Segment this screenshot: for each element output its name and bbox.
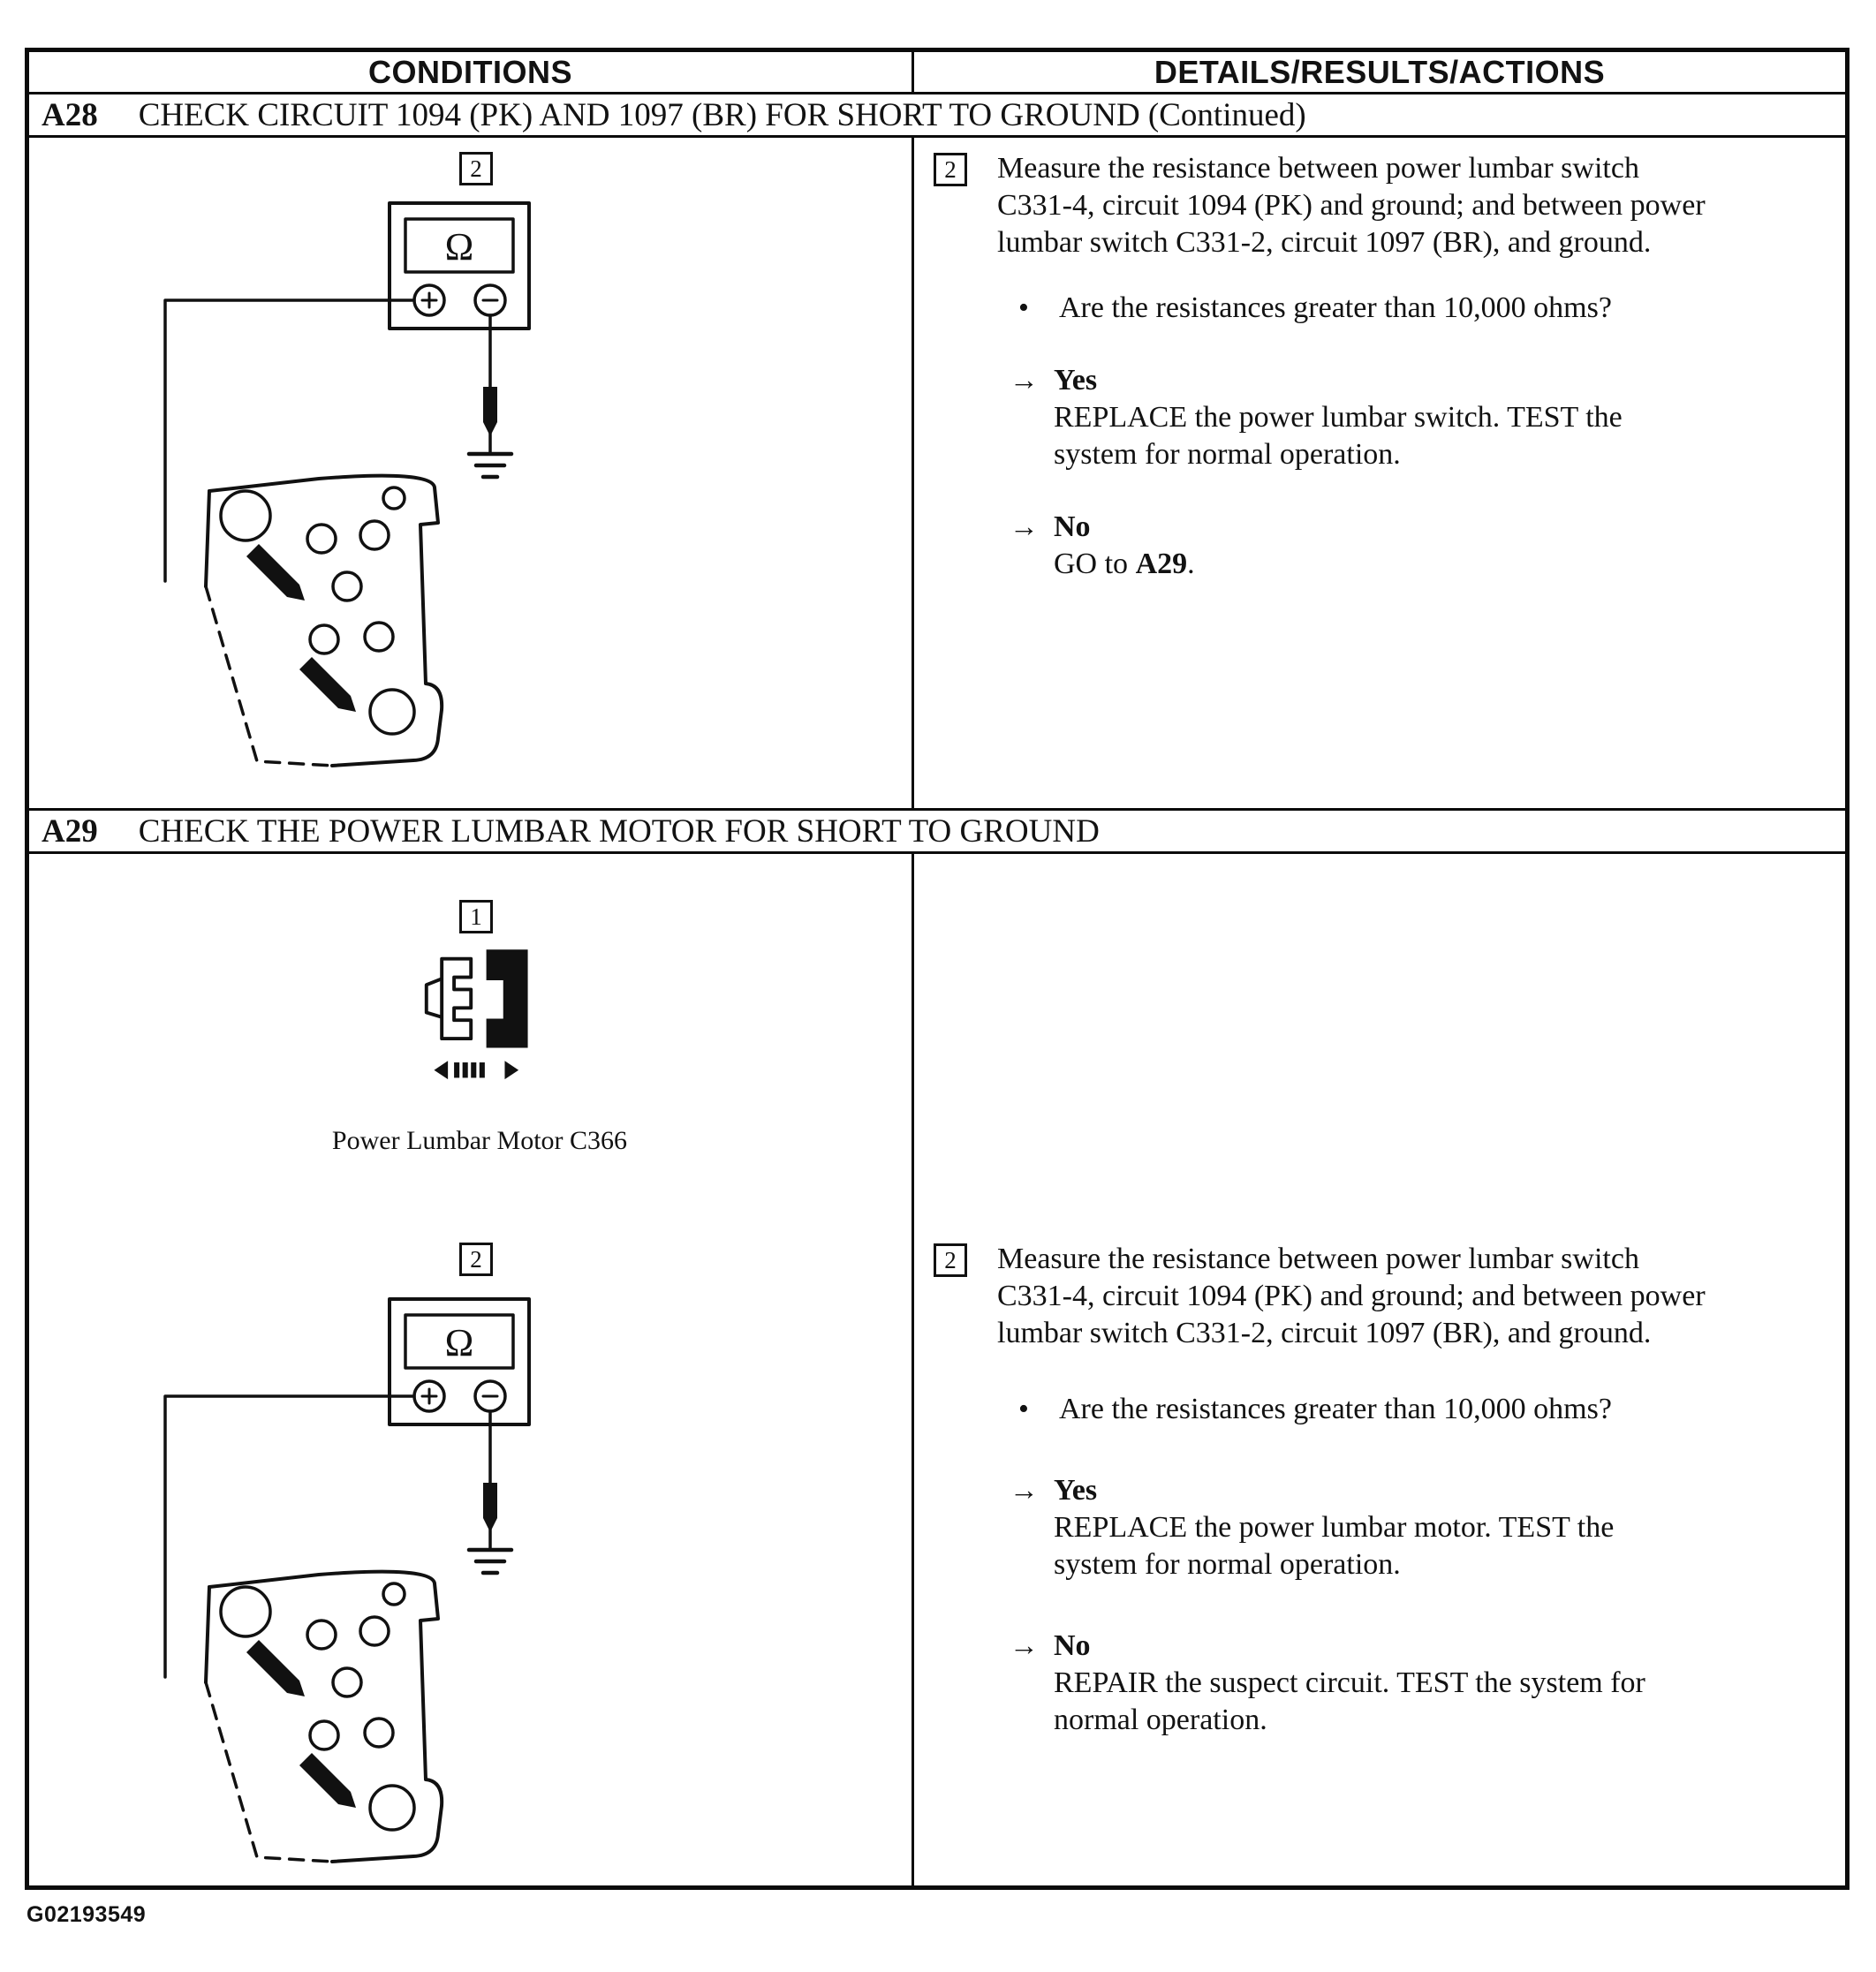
multimeter-diagram	[125, 1283, 637, 1866]
a28-step-row	[934, 150, 1820, 261]
a28-no-action-suffix: .	[1187, 548, 1195, 580]
a29-details-cell	[914, 854, 1845, 1885]
table-header-row	[29, 52, 1845, 94]
a29-no-action: REPAIR the suspect circuit. TEST the system for normal operation.	[1054, 1666, 1645, 1736]
a28-step-number-box: 2	[934, 153, 967, 186]
section-a28-title-row	[29, 94, 1845, 138]
a29-yes-decision	[1010, 1472, 1820, 1583]
a29-figure1-caption: Power Lumbar Motor C366	[331, 1126, 628, 1155]
a29-yes-action: REPLACE the power lumbar motor. TEST the system for normal operation.	[1054, 1511, 1615, 1581]
a29-yes-label: Yes	[1054, 1474, 1098, 1507]
bullet-icon: •	[1018, 291, 1029, 324]
a29-no-decision	[1010, 1628, 1820, 1739]
a28-question-row	[1018, 290, 1820, 327]
pinpoint-test-table	[25, 48, 1850, 1890]
a29-instruction-text: Measure the resistance between power lumbar switch C331-4, circuit 1094 (PK) and ground; and between power lumbar switch C331-2, circuit 1097 (BR), and ground.	[997, 1243, 1706, 1349]
a29-figure2-step-box: 2	[459, 1243, 493, 1276]
a28-conditions-cell	[29, 138, 914, 808]
section-a29-title: CHECK THE POWER LUMBAR MOTOR FOR SHORT TO GROUND	[138, 812, 1100, 850]
multimeter-diagram	[125, 187, 637, 770]
conditions-column-header: CONDITIONS	[29, 52, 914, 92]
a28-question-text: Are the resistances greater than 10,000 ohms?	[1059, 291, 1612, 324]
a28-no-label: No	[1054, 510, 1091, 543]
bullet-icon: •	[1018, 1393, 1029, 1425]
a28-yes-action: REPLACE the power lumbar switch. TEST the system for normal operation.	[1054, 401, 1623, 471]
a28-figure-step-box: 2	[459, 152, 493, 185]
a28-instruction-text: Measure the resistance between power lumbar switch C331-4, circuit 1094 (PK) and ground; and between power lumbar switch C331-2, circuit 1097 (BR), and ground.	[997, 152, 1706, 259]
section-a28-content-row	[29, 138, 1845, 811]
a28-yes-label: Yes	[1054, 364, 1098, 397]
arrow-icon: →	[1010, 365, 1039, 397]
power-lumbar-motor-connector-diagram	[396, 939, 572, 1092]
a29-figure1-step-box: 1	[459, 900, 493, 933]
a28-no-action-prefix: GO to	[1054, 548, 1136, 580]
a29-conditions-cell	[29, 854, 914, 1885]
a29-step-number-box: 2	[934, 1243, 967, 1277]
a28-details-cell	[914, 138, 1845, 808]
section-a28-title: CHECK CIRCUIT 1094 (PK) AND 1097 (BR) FOR SHORT TO GROUND (Continued)	[138, 96, 1306, 133]
details-column-header: DETAILS/RESULTS/ACTIONS	[1154, 53, 1606, 90]
a28-no-action	[1054, 546, 1195, 583]
section-a29-title-row	[29, 811, 1845, 854]
a28-no-action-ref: A29	[1135, 548, 1188, 580]
a28-yes-decision	[1010, 362, 1820, 473]
arrow-icon: →	[1010, 1630, 1039, 1662]
a29-step-row	[934, 1241, 1820, 1352]
section-a28-id: A28	[42, 96, 98, 133]
arrow-icon: →	[1010, 511, 1039, 543]
a28-no-decision	[1010, 509, 1820, 583]
a29-question-text: Are the resistances greater than 10,000 ohms?	[1059, 1393, 1612, 1425]
figure-id: G02193549	[26, 1902, 147, 1927]
section-a29-id: A29	[42, 812, 98, 850]
a29-no-label: No	[1054, 1629, 1091, 1662]
a29-question-row	[1018, 1391, 1820, 1428]
arrow-icon: →	[1010, 1475, 1039, 1507]
section-a29-content-row	[29, 854, 1845, 1885]
